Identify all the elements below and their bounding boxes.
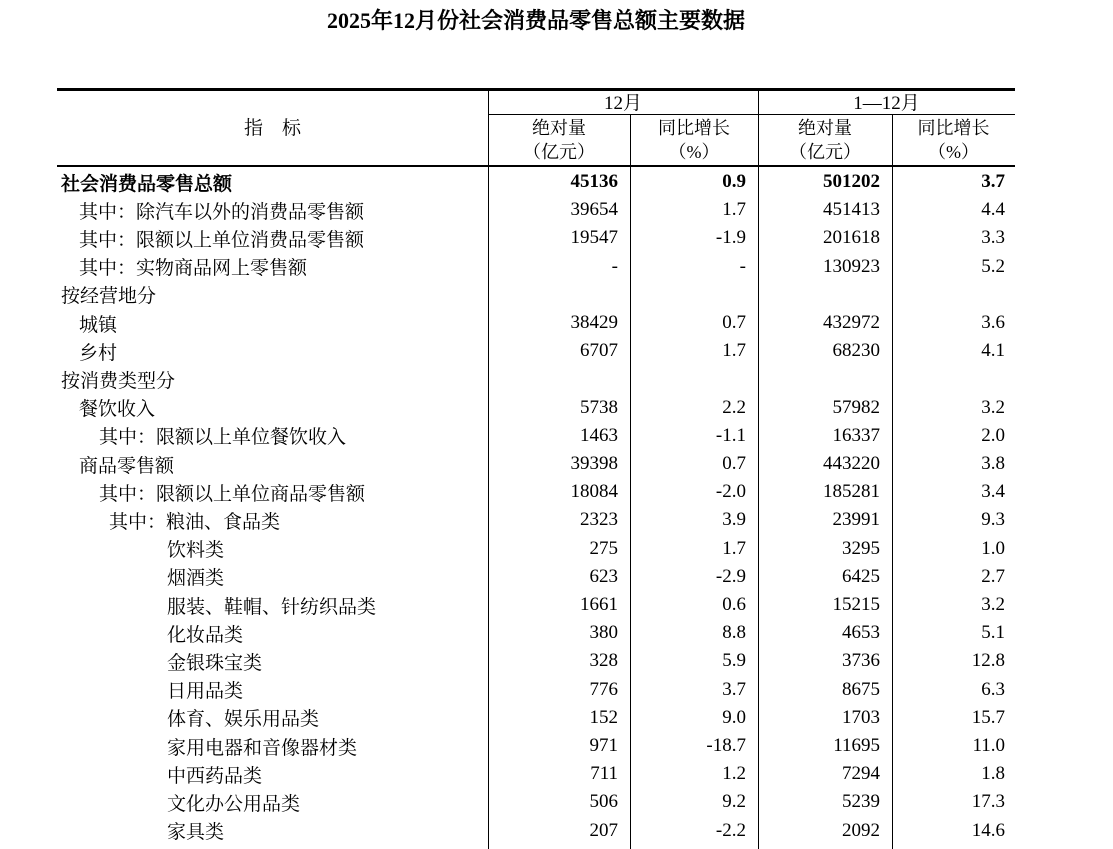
- ytd-yoy-cell: 12.8: [971, 650, 1005, 672]
- ytd-yoy-cell: 11.0: [972, 735, 1005, 757]
- dec-abs-cell: 39398: [570, 453, 618, 475]
- table-row: [57, 450, 1015, 478]
- indicator-label: 按消费类型分: [61, 370, 176, 392]
- dec-yoy-cell: 3.7: [722, 678, 746, 700]
- ytd-abs-cell: 16337: [832, 424, 880, 446]
- table-row: [57, 563, 1015, 591]
- table-row: [57, 704, 1015, 732]
- indicator-label: 其中：限额以上单位消费品零售额: [79, 229, 365, 251]
- indicator-label: 服装、鞋帽、针纺织品类: [167, 596, 377, 618]
- dec-abs-cell: -: [611, 255, 618, 277]
- dec-abs-cell: 623: [589, 565, 618, 587]
- dec-abs-cell: 1463: [580, 424, 618, 446]
- indicator-label: 乡村: [79, 342, 118, 364]
- header-ytd-absolute-line1: 绝对量: [798, 117, 852, 138]
- dec-yoy-cell: -18.7: [706, 735, 746, 757]
- dec-yoy-cell: 1.7: [722, 340, 746, 362]
- table-row: [57, 253, 1015, 281]
- ytd-yoy-cell: 6.3: [981, 678, 1005, 700]
- header-ytd-yoy-line2: （%）: [928, 141, 979, 162]
- dec-yoy-cell: -1.1: [715, 424, 746, 446]
- header-ytd-yoy-line1: 同比增长: [917, 117, 990, 138]
- dec-yoy-cell: 3.9: [722, 509, 746, 531]
- dec-abs-cell: 38429: [570, 312, 618, 334]
- table-row: [57, 817, 1015, 845]
- dec-yoy-cell: -2.0: [715, 481, 746, 503]
- ytd-abs-cell: 432972: [823, 312, 880, 334]
- indicator-label: 社会消费品零售总额: [61, 173, 233, 195]
- indicator-label: 按经营地分: [61, 286, 157, 308]
- page-title: 2025年12月份社会消费品零售总额主要数据: [326, 8, 745, 33]
- dec-yoy-cell: -2.2: [715, 819, 746, 841]
- dec-yoy-cell: 5.9: [722, 650, 746, 672]
- dec-abs-cell: [488, 365, 630, 393]
- dec-yoy-cell: [630, 281, 758, 309]
- ytd-yoy-cell: 15.7: [971, 706, 1005, 728]
- indicator-label: 其中：除汽车以外的消费品零售额: [79, 201, 365, 223]
- header-dec-absolute-line2: （亿元）: [523, 141, 595, 162]
- header-ytd-absolute-line2: （亿元）: [789, 141, 861, 162]
- ytd-yoy-cell: 5.1: [981, 622, 1005, 644]
- dec-yoy-cell: -2.9: [715, 565, 746, 587]
- ytd-abs-cell: [758, 365, 892, 393]
- ytd-abs-cell: 501202: [823, 171, 880, 193]
- header-dec-yoy: [630, 114, 758, 165]
- indicator-label: 化妆品类: [167, 624, 244, 646]
- dec-abs-cell: 1661: [580, 594, 618, 616]
- dec-yoy-cell: -: [739, 255, 746, 277]
- ytd-abs-cell: 3736: [842, 650, 880, 672]
- dec-abs-cell: 328: [589, 650, 618, 672]
- ytd-abs-cell: 3295: [842, 537, 880, 559]
- table-row: [57, 281, 1015, 309]
- dec-yoy-cell: 9.2: [722, 791, 746, 813]
- dec-abs-cell: 19547: [570, 227, 618, 249]
- table-row: [57, 196, 1015, 224]
- ytd-abs-cell: 5239: [842, 791, 880, 813]
- ytd-yoy-cell: 3.8: [981, 453, 1005, 475]
- indicator-label: 金银珠宝类: [167, 652, 263, 674]
- ytd-abs-cell: 201618: [823, 227, 880, 249]
- dec-abs-cell: 971: [589, 735, 618, 757]
- ytd-abs-cell: 23991: [832, 509, 880, 531]
- table-row: [57, 168, 1015, 196]
- ytd-abs-cell: [758, 281, 892, 309]
- ytd-yoy-cell: 3.2: [981, 594, 1005, 616]
- dec-abs-cell: 6707: [580, 340, 618, 362]
- dec-yoy-cell: 1.7: [722, 537, 746, 559]
- table-row: [57, 760, 1015, 788]
- ytd-abs-cell: 8675: [842, 678, 880, 700]
- dec-abs-cell: 45136: [570, 171, 618, 193]
- indicator-label: 城镇: [79, 314, 118, 336]
- ytd-abs-cell: 443220: [823, 453, 880, 475]
- indicator-label: 商品零售额: [79, 455, 175, 477]
- dec-abs-cell: 776: [589, 678, 618, 700]
- ytd-yoy-cell: 4.4: [981, 199, 1005, 221]
- header-ytd-yoy: [892, 114, 1015, 165]
- ytd-yoy-cell: 9.3: [981, 509, 1005, 531]
- indicator-label: 文化办公用品类: [167, 793, 301, 815]
- dec-abs-cell: 5738: [580, 396, 618, 418]
- table-row: [57, 506, 1015, 534]
- indicator-label: 家具类: [167, 822, 225, 844]
- indicator-label: 其中：粮油、食品类: [109, 511, 281, 533]
- table-row: [57, 394, 1015, 422]
- header-group-ytd: 1—12月: [853, 92, 920, 114]
- dec-yoy-cell: 8.8: [722, 622, 746, 644]
- dec-abs-cell: [488, 281, 630, 309]
- dec-abs-cell: 711: [590, 763, 618, 785]
- ytd-abs-cell: 451413: [823, 199, 880, 221]
- header-dec-absolute: [488, 114, 630, 165]
- ytd-yoy-cell: 3.2: [981, 396, 1005, 418]
- ytd-abs-cell: 130923: [823, 255, 880, 277]
- dec-abs-cell: 18084: [570, 481, 618, 503]
- ytd-abs-cell: 7294: [842, 763, 880, 785]
- dec-yoy-cell: 1.7: [722, 199, 746, 221]
- ytd-yoy-cell: 3.4: [981, 481, 1005, 503]
- indicator-label: 日用品类: [167, 681, 244, 703]
- ytd-yoy-cell: 4.1: [981, 340, 1005, 362]
- indicator-label: 家用电器和音像器材类: [167, 737, 358, 759]
- ytd-abs-cell: 11695: [833, 735, 880, 757]
- table-row: [57, 732, 1015, 760]
- dec-yoy-cell: 0.9: [722, 171, 746, 193]
- header-bottom-border: [57, 165, 1015, 167]
- dec-yoy-cell: 2.2: [722, 396, 746, 418]
- header-group-december: 12月: [603, 92, 642, 114]
- header-dec-yoy-line2: （%）: [668, 141, 720, 162]
- ytd-yoy-cell: 5.2: [981, 255, 1005, 277]
- indicator-label: 餐饮收入: [79, 399, 156, 421]
- indicator-label: 其中：实物商品网上零售额: [79, 258, 308, 280]
- table-row: [57, 224, 1015, 252]
- indicator-label: 其中：限额以上单位餐饮收入: [99, 427, 347, 449]
- table-row: [57, 478, 1015, 506]
- header-ytd-absolute: [758, 114, 892, 165]
- dec-abs-cell: 380: [589, 622, 618, 644]
- header-dec-yoy-line1: 同比增长: [658, 117, 730, 138]
- table-row: [57, 647, 1015, 675]
- dec-yoy-cell: 0.7: [722, 453, 746, 475]
- ytd-yoy-cell: 2.7: [981, 565, 1005, 587]
- dec-yoy-cell: [630, 365, 758, 393]
- header-dec-absolute-line1: 绝对量: [532, 117, 586, 138]
- dec-abs-cell: 2323: [580, 509, 618, 531]
- dec-abs-cell: 152: [589, 706, 618, 728]
- dec-abs-cell: 39654: [570, 199, 618, 221]
- ytd-abs-cell: 2092: [842, 819, 880, 841]
- ytd-abs-cell: 4653: [842, 622, 880, 644]
- ytd-yoy-cell: 3.7: [981, 171, 1005, 193]
- dec-yoy-cell: 0.6: [722, 594, 746, 616]
- ytd-yoy-cell: 14.6: [971, 819, 1005, 841]
- table-row: [57, 591, 1015, 619]
- ytd-abs-cell: 6425: [842, 565, 880, 587]
- table-row: [57, 788, 1015, 816]
- table-row: [57, 422, 1015, 450]
- indicator-label: 饮料类: [167, 540, 225, 562]
- dec-abs-cell: 506: [589, 791, 618, 813]
- ytd-abs-cell: 15215: [832, 594, 880, 616]
- table-row: [57, 535, 1015, 563]
- indicator-label: 其中：限额以上单位商品零售额: [99, 483, 366, 505]
- ytd-yoy-cell: 3.3: [981, 227, 1005, 249]
- ytd-abs-cell: 57982: [832, 396, 880, 418]
- dec-abs-cell: 275: [589, 537, 618, 559]
- ytd-abs-cell: 1703: [842, 706, 880, 728]
- ytd-yoy-cell: 3.6: [981, 312, 1005, 334]
- dec-yoy-cell: 9.0: [722, 706, 746, 728]
- indicator-label: 烟酒类: [167, 568, 225, 590]
- table-row: [57, 676, 1015, 704]
- ytd-yoy-cell: 1.0: [981, 537, 1005, 559]
- table-row: [57, 309, 1015, 337]
- ytd-yoy-cell: 2.0: [981, 424, 1005, 446]
- ytd-yoy-cell: 1.8: [981, 763, 1005, 785]
- table-row: [57, 619, 1015, 647]
- ytd-yoy-cell: [892, 281, 1015, 309]
- ytd-yoy-cell: 17.3: [971, 791, 1005, 813]
- ytd-abs-cell: 185281: [823, 481, 880, 503]
- dec-abs-cell: 207: [589, 819, 618, 841]
- indicator-label: 体育、娱乐用品类: [167, 709, 320, 731]
- indicator-label: 中西药品类: [167, 765, 263, 787]
- ytd-abs-cell: 68230: [832, 340, 880, 362]
- header-indicator: 指 标: [243, 118, 301, 139]
- ytd-yoy-cell: [892, 365, 1015, 393]
- dec-yoy-cell: 0.7: [722, 312, 746, 334]
- table-row: [57, 365, 1015, 393]
- dec-yoy-cell: 1.2: [722, 763, 746, 785]
- dec-yoy-cell: -1.9: [715, 227, 746, 249]
- table-row: [57, 337, 1015, 365]
